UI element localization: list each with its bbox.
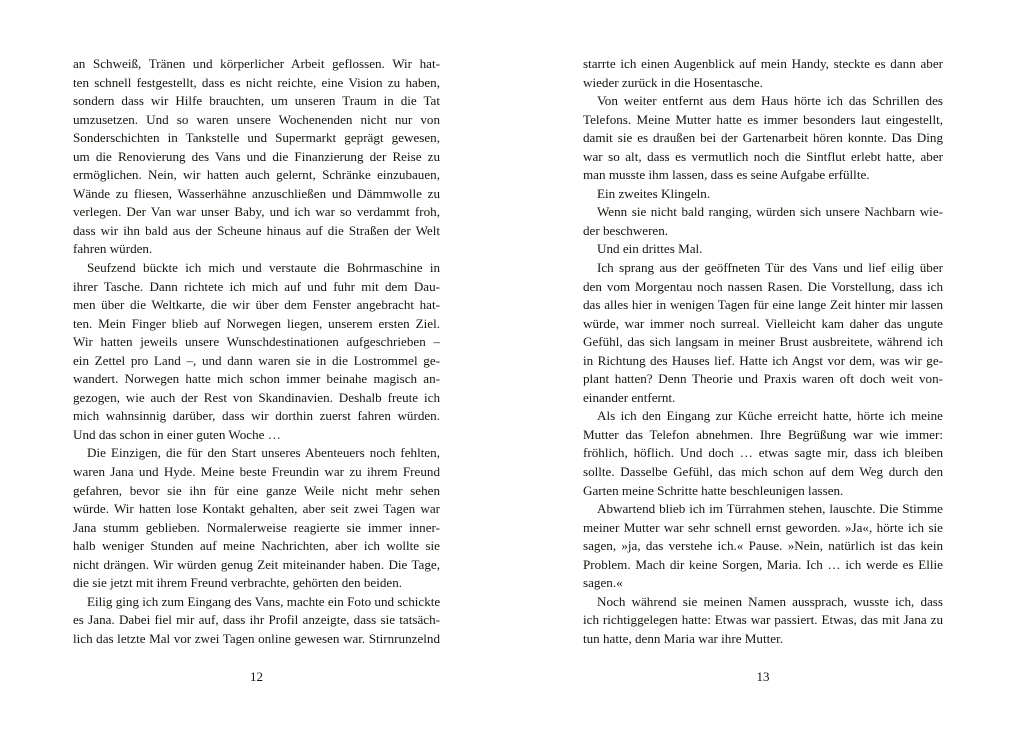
- text-line: mich wahnsinnig darüber, dass wir dorthin zuerst fahren würden.: [73, 408, 440, 424]
- text-line: wieder zurück in die Hosentasche.: [583, 74, 763, 90]
- text-line: umzusetzen. Und so waren unsere Wochenenden nicht nur von: [73, 111, 440, 127]
- text-line: das alles hier in wenigen Tagen für eine lange Zeit hinter mir lassen: [583, 297, 943, 313]
- text-line: fahren würden.: [73, 241, 153, 257]
- text-line: waren Jana und Hyde. Meine beste Freundin war zu ihrem Freund: [73, 464, 440, 480]
- text-line: halb weniger Stunden auf meine Nachrichten, aber ich wollte sie: [73, 538, 440, 554]
- text-line: Problem. Mach dir keine Sorgen, Maria. Ich … ich werde es Ellie: [583, 556, 943, 572]
- text-line: dass wir ihn bald aus der Scheune hinaus auf die Straßen der Welt: [73, 222, 440, 238]
- text-line: wandert. Norwegen hatte mich schon immer beinahe magisch an-: [73, 371, 440, 387]
- page-number-right: 13: [756, 669, 770, 684]
- text-line: plant hatten? Denn Theorie und Praxis waren oft doch weit von-: [583, 371, 943, 387]
- text-line: die sie jetzt mit ihrem Freund verbrachte, gehörten den beiden.: [73, 575, 403, 591]
- text-line: Abwartend blieb ich im Türrahmen stehen, lauschte. Die Stimme: [597, 501, 943, 517]
- text-line: fröhlich, höflich. Und doch … etwas sagte mir, dass ich bleiben: [583, 445, 943, 461]
- text-line: ein Zettel pro Land –, und dann waren sie in die Lostrommel ge-: [73, 352, 440, 368]
- text-line: Telefons. Meine Mutter hatte es immer besonders laut eingestellt,: [583, 111, 943, 127]
- text-line: würde, war immer noch surreal. Vielleicht kam daher das ungute: [583, 315, 943, 331]
- text-line: sondern dass wir Hilfe brauchten, um unseren Traum in die Tat: [73, 93, 440, 109]
- text-line: Und ein drittes Mal.: [597, 241, 703, 257]
- text-line: ten schnell festgestellt, dass es nicht reichte, eine Vision zu haben,: [73, 74, 440, 90]
- text-line: Noch während sie meinen Namen aussprach, wusste ich, dass: [597, 593, 943, 609]
- text-line: Wände zu fliesen, Wasserhähne anzuschließen und Dämmwolle zu: [73, 185, 440, 201]
- text-line: ich richtiggelegen hatte: Etwas war passiert. Etwas, das mit Jana zu: [583, 612, 943, 628]
- text-line: man musste ihm lassen, dass es seine Aufgabe erfüllte.: [583, 167, 870, 183]
- text-line: sagen, »ja, das verstehe ich.« Pause. »Nein, natürlich ist das kein: [583, 538, 943, 554]
- text-line: Mutter das Telefon abnehmen. Ihre Begrüßung war wie immer:: [583, 426, 943, 442]
- text-line: sagen.«: [583, 575, 623, 591]
- text-line: Wenn sie nicht bald ranging, würden sich unsere Nachbarn wie-: [597, 204, 943, 220]
- text-line: gefahren, bevor sie ihn für eine ganze Weile nicht mehr sehen: [73, 482, 440, 498]
- right-page-text: [583, 55, 943, 649]
- text-line: an Schweiß, Tränen und körperlicher Arbeit geflossen. Wir hat-: [73, 56, 440, 71]
- text-line: Wir hatten jeweils unsere Wunschdestinationen aufgeschrieben –: [73, 334, 440, 350]
- text-line: tun hatte, denn Maria war ihre Mutter.: [583, 630, 783, 646]
- text-line: es Jana. Dabei fiel mir auf, dass ihr Profil anzeigte, dass sie tatsäch-: [73, 612, 440, 628]
- text-line: Gefühl, das sich langsam in meiner Brust ausbreitete, während ich: [583, 334, 943, 350]
- text-line: Ich sprang aus der geöffneten Tür des Vans und lief eilig über: [597, 260, 943, 276]
- text-line: war so alt, dass es vermutlich noch die Sintflut erlebt hatte, aber: [583, 148, 943, 164]
- text-line: Die Einzigen, die für den Start unseres Abenteuers noch fehlten,: [87, 445, 440, 461]
- text-line: damit sie es draußen bei der Gartenarbeit hören konnte. Das Ding: [583, 130, 943, 146]
- text-line: Und das schon in einer guten Woche …: [73, 426, 281, 442]
- text-line: nicht drängen. Wir würden genug Zeit miteinander haben. Die Tage,: [73, 556, 440, 572]
- text-line: den vom Morgentau noch nassen Rasen. Die Vorstellung, dass ich: [583, 278, 943, 294]
- book-page-right: [510, 0, 1020, 739]
- text-line: Garten meine Schritte hatte beschleunigen lassen.: [583, 482, 844, 498]
- text-line: lich das letzte Mal vor zwei Tagen online gewesen war. Stirnrunzelnd: [73, 630, 440, 646]
- text-line: Seufzend bückte ich mich und verstaute die Bohrmaschine in: [87, 260, 440, 276]
- text-line: ten. Mein Finger blieb auf Norwegen liegen, unserem ersten Ziel.: [73, 315, 440, 331]
- text-line: Sonderschichten in Tankstelle und Supermarkt geprägt gewesen,: [73, 130, 440, 146]
- text-line: meiner Mutter war sehr schnell ernst geworden. »Ja«, hörte ich sie: [583, 519, 943, 535]
- text-line: Als ich den Eingang zur Küche erreicht hatte, hörte ich meine: [597, 408, 943, 424]
- text-line: gezogen, wie auch der Rest von Skandinavien. Deshalb freute ich: [73, 389, 440, 405]
- text-line: würde. Wir hatten lose Kontakt gehalten, aber seit zwei Tagen war: [73, 501, 440, 517]
- text-line: sollte. Dasselbe Gefühl, das mich schon auf dem Weg durch den: [583, 464, 943, 480]
- text-line: um die Renovierung des Vans und die Finanzierung der Reise zu: [73, 148, 440, 164]
- text-line: men über die Weltkarte, die wir über dem Fenster angebracht hat-: [73, 297, 440, 313]
- text-line: Von weiter entfernt aus dem Haus hörte ich das Schrillen des: [597, 93, 943, 109]
- text-line: ihrer Tasche. Dann richtete ich mich auf und fuhr mit dem Dau-: [73, 278, 440, 294]
- text-line: der beschweren.: [583, 222, 669, 238]
- left-page-text: [73, 55, 440, 649]
- text-line: Eilig ging ich zum Eingang des Vans, machte ein Foto und schickte: [87, 593, 440, 609]
- text-line: starrte ich einen Augenblick auf mein Handy, steckte es dann aber: [583, 56, 943, 71]
- text-line: verlegen. Der Van war unser Baby, und ich war so verdammt froh,: [73, 204, 440, 220]
- text-line: in Richtung des Hauses lief. Hatte ich Angst vor dem, was wir ge-: [583, 352, 943, 368]
- text-line: Ein zweites Klingeln.: [597, 185, 711, 201]
- text-line: Jana stumm geblieben. Normalerweise reagierte sie immer inner-: [73, 519, 440, 535]
- page-number-left: 12: [250, 669, 263, 684]
- text-line: einander entfernt.: [583, 389, 676, 405]
- text-line: ermöglichen. Nein, wir hatten auch gelernt, Schränke einzubauen,: [73, 167, 440, 183]
